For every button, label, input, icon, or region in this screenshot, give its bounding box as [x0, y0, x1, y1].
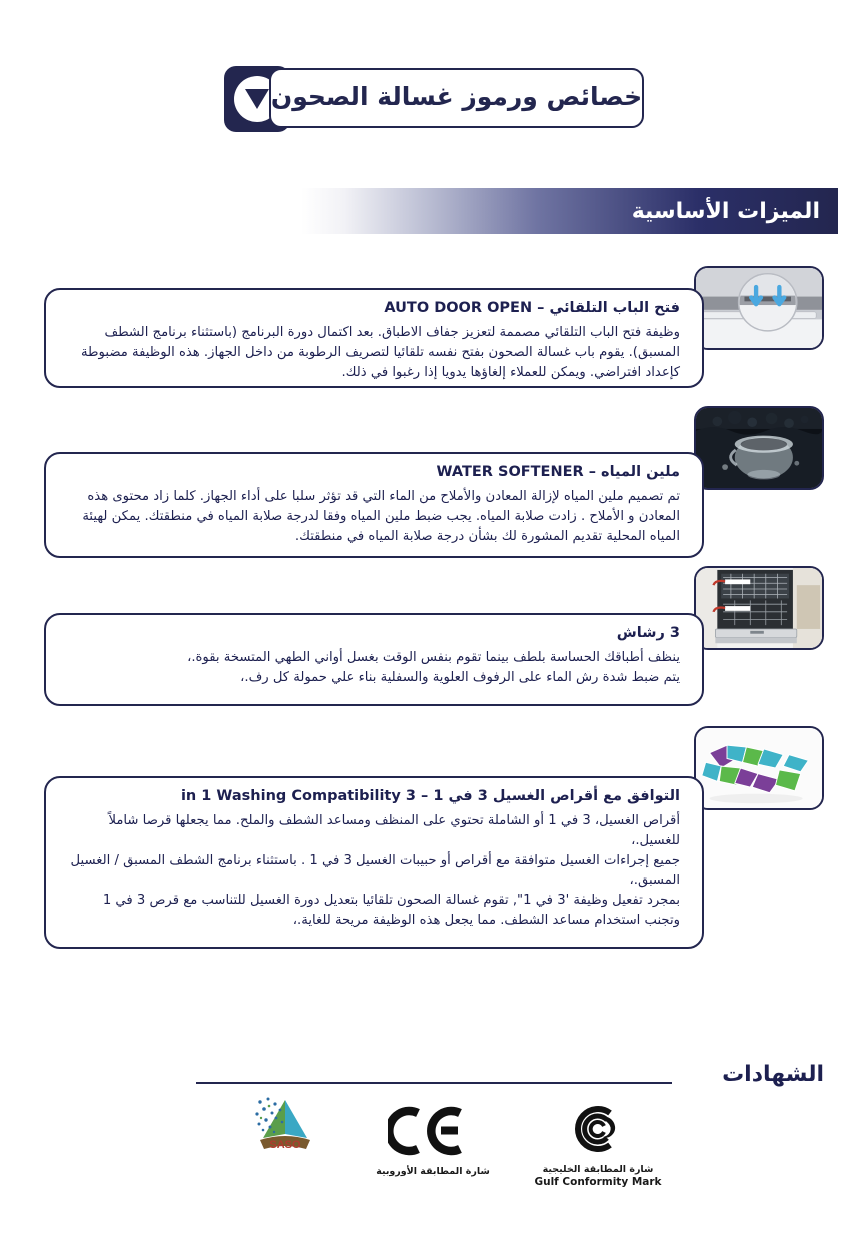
certifications-row: [200, 1092, 680, 1202]
certification-saso: [220, 1092, 350, 1160]
ce-mark-icon: [368, 1098, 498, 1164]
certifications-heading: الشهادات: [722, 1062, 824, 1087]
certification-caption-ar: شارة المطابقة الأوروبية: [376, 1166, 490, 1177]
feature-card-auto-door-open: [44, 288, 704, 388]
certifications-divider: [196, 1082, 672, 1084]
feature-body: ينظف أطباقك الحساسة بلطف بينما تقوم بنفس الوقت بغسل أواني الطهي المتسخة بقوة.، يتم ضبط شدة رش الماء على الرفوف العلوية والسفلية بناء علي حمولة كل رف.،: [187, 649, 680, 685]
feature-body: تم تصميم ملين المياه لإزالة المعادن والأملاح من الماء التي قد تؤثر سلبا على أداء الجهاز. كلما زاد محتوى هذه المعادن و الأملاح . زادت صلابة المياه. يجب ضبط ملين المياه وفقا لدرجة صلابة المياه في منطقتك. يمكن لهيئة المياه المحلية تقديم المشورة لك بشأن درجة صلابة المياه في منطقتك.: [82, 488, 680, 544]
certification-gulf-conformity: [518, 1096, 678, 1190]
certification-caption-ar: شارة المطابقة الخليجية: [542, 1164, 654, 1175]
section-heading-label: الميزات الأساسية: [631, 198, 820, 224]
feature-card-water-softener: [44, 452, 704, 558]
feature-body: وظيفة فتح الباب التلقائي مصممة لتعزيز جفاف الاطباق. بعد اكتمال دورة البرنامج (باستثناء برنامج الشطف المسبق). يقوم باب غسالة الصحون بفتح نفسه تلقائيا لتصريف الرطوبة من داخل الجهاز. هذه الوظيفة مضبوطة كإعداد افتراضي. ويمكن للعملاء إلغاؤها يدويا إذا رغبوا في ذلك.: [80, 324, 680, 380]
certification-caption-en: Gulf Conformity Mark: [534, 1176, 662, 1189]
svg-text:SASO: SASO: [269, 1139, 301, 1151]
feature-image-spray-arms: [694, 566, 824, 650]
section-heading-bar: [301, 188, 838, 234]
certification-ce-mark: [368, 1098, 498, 1178]
feature-card-spray-arms: [44, 613, 704, 706]
page-title-plate: [269, 68, 644, 128]
feature-title: ملين المياه – WATER SOFTENER: [436, 464, 680, 480]
feature-card-3in1-compatibility: [44, 776, 704, 949]
feature-image-water-softener: [694, 406, 824, 490]
feature-body: أقراص الغسيل، 3 في 1 أو الشاملة تحتوي على المنظف ومساعد الشطف والملح. مما يجعلها قرصا شاملاً للغسيل.، جميع إجراءات الغسيل متوافقة مع أقراص أو حبيبات الغسيل 3 في 1 . باستثناء برنامج الشطف المسبق / الغسيل المسبق.، بمجرد تفعيل وظيفة '3 في 1", تقوم غسالة الصحون تلقائيا بتعديل دورة الغسيل للتناسب مع قرص 3 في 1 وتجنب استخدام مساعد الشطف. مما يجعل هذه الوظيفة مريحة للغاية.،: [70, 812, 680, 928]
feature-image-detergent-pods: [694, 726, 824, 810]
feature-title: التوافق مع أقراص الغسيل 3 في 1 – 3 in 1 Washing Compatibility: [180, 788, 680, 804]
gulf-conformity-mark-icon: [518, 1096, 678, 1162]
saso-logo-icon: [220, 1092, 350, 1158]
feature-title: 3 رشاش: [616, 625, 680, 641]
feature-title: فتح الباب التلقائي – AUTO DOOR OPEN: [384, 300, 680, 316]
triangle-down-icon: [245, 89, 269, 109]
feature-image-auto-door-open: [694, 266, 824, 350]
page-title: خصائص ورموز غسالة الصحون: [270, 81, 643, 111]
page-title-badge: [224, 66, 644, 132]
